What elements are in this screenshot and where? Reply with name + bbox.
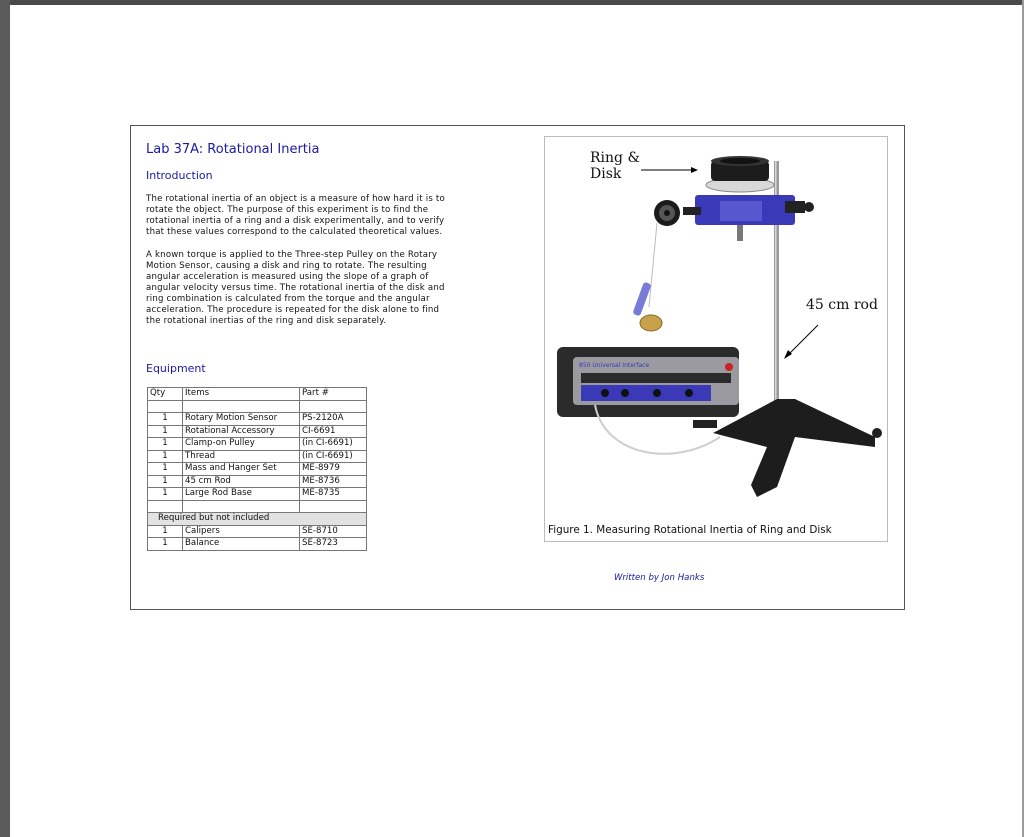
row-qty: 1: [148, 450, 183, 463]
viewer-top-bar: [0, 0, 1024, 5]
header-items: Items: [183, 388, 300, 401]
table-row: [148, 488, 367, 501]
row-item: Rotational Accessory: [183, 425, 300, 438]
equipment-table: [147, 387, 367, 551]
row-part: SE-8710: [300, 525, 367, 538]
row-item: Large Rod Base: [183, 488, 300, 501]
required-header-row: [148, 513, 367, 526]
row-item: Clamp-on Pulley: [183, 438, 300, 451]
required-label: Required but not included: [148, 513, 367, 526]
row-qty: 1: [148, 475, 183, 488]
table-spacer-row: [148, 500, 367, 513]
row-item: Thread: [183, 450, 300, 463]
intro-line: The rotational inertia of an object is a measure of how hard it is to: [146, 194, 445, 204]
row-part: (in CI-6691): [300, 438, 367, 451]
method-line: the rotational inertias of the ring and disk separately.: [146, 316, 387, 326]
row-qty: 1: [148, 525, 183, 538]
table-row: [148, 425, 367, 438]
row-item: Rotary Motion Sensor: [183, 413, 300, 426]
row-item: Balance: [183, 538, 300, 551]
apparatus-illustration: [545, 137, 887, 541]
intro-line: rotational inertia of a ring and a disk experimentally, and to verify: [146, 216, 445, 226]
header-part: Part #: [300, 388, 367, 401]
table-row: [148, 413, 367, 426]
method-paragraph: [146, 250, 486, 327]
row-part: (in CI-6691): [300, 450, 367, 463]
row-part: CI-6691: [300, 425, 367, 438]
intro-line: rotate the object. The purpose of this experiment is to find the: [146, 205, 429, 215]
rod-arrow: [788, 325, 818, 355]
table-header-row: [148, 388, 367, 401]
row-item: Mass and Hanger Set: [183, 463, 300, 476]
row-part: ME-8736: [300, 475, 367, 488]
table-row: [148, 450, 367, 463]
mass: [640, 315, 662, 331]
row-qty: 1: [148, 413, 183, 426]
method-line: ring combination is calculated from the torque and the angular: [146, 294, 430, 304]
method-line: acceleration. The procedure is repeated for the disk alone to find: [146, 305, 440, 315]
method-line: angular velocity versus time. The rotational inertia of the disk and: [146, 283, 445, 293]
row-part: ME-8979: [300, 463, 367, 476]
table-row: [148, 475, 367, 488]
row-item: 45 cm Rod: [183, 475, 300, 488]
disk-label-line: Disk: [590, 166, 622, 182]
rod-clamp: [785, 201, 805, 213]
page-title: Lab 37A: Rotational Inertia: [146, 142, 320, 157]
row-qty: 1: [148, 463, 183, 476]
introduction-paragraph: [146, 194, 486, 238]
table-spacer-row: [148, 400, 367, 413]
mass-hanger: [632, 282, 651, 317]
introduction-heading: Introduction: [146, 169, 213, 182]
header-qty: Qty: [148, 388, 183, 401]
author-credit: Written by Jon Hanks: [614, 573, 705, 583]
intro-line: that these values correspond to the calculated theoretical values.: [146, 227, 443, 237]
ring-label-line: Ring &: [590, 150, 640, 166]
row-part: ME-8735: [300, 488, 367, 501]
table-row: [148, 525, 367, 538]
ring-disk-label: [590, 150, 640, 182]
figure-caption: Figure 1. Measuring Rotational Inertia of Ring and Disk: [548, 524, 832, 536]
table-row: [148, 463, 367, 476]
row-part: SE-8723: [300, 538, 367, 551]
interface-label: 850 Universal Interface: [579, 362, 650, 369]
row-item: Calipers: [183, 525, 300, 538]
row-qty: 1: [148, 538, 183, 551]
rod-label: 45 cm rod: [806, 297, 878, 313]
row-qty: 1: [148, 488, 183, 501]
row-qty: 1: [148, 438, 183, 451]
viewer-left-scrollbar[interactable]: [0, 0, 10, 837]
method-line: A known torque is applied to the Three-step Pulley on the Rotary: [146, 250, 438, 260]
table-row: [148, 438, 367, 451]
row-qty: 1: [148, 425, 183, 438]
table-row: [148, 538, 367, 551]
equipment-heading: Equipment: [146, 362, 206, 375]
row-part: PS-2120A: [300, 413, 367, 426]
figure-box: [544, 136, 888, 542]
method-line: Motion Sensor, causing a disk and ring to rotate. The resulting: [146, 261, 427, 271]
method-line: angular acceleration is measured using the slope of a graph of: [146, 272, 429, 282]
